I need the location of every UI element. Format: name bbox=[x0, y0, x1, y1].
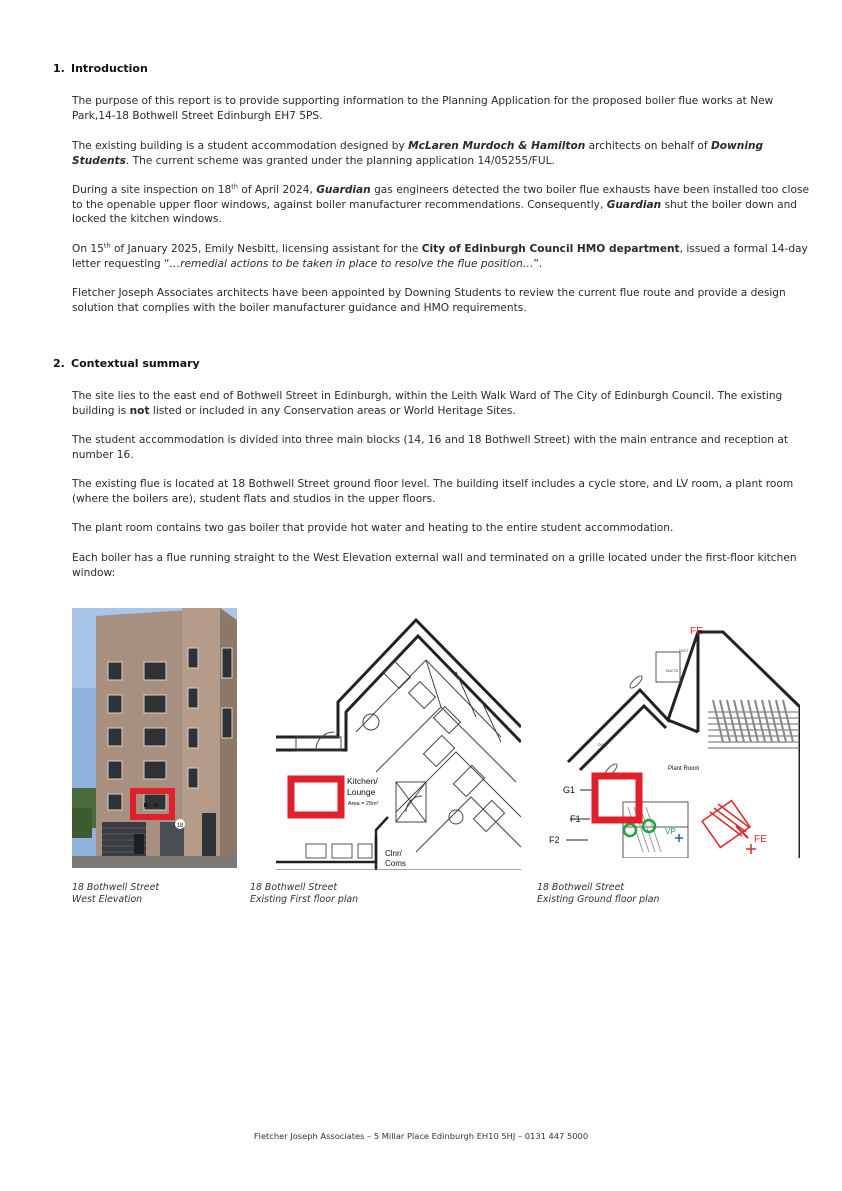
section-heading-contextual-summary bbox=[53, 357, 200, 370]
f2-label: F2 bbox=[549, 835, 560, 845]
context-paragraph-3: The existing flue is located at 18 Bothwell Street ground floor level. The building itself includes a cycle store, and LV room, a plant room (where the boilers are), student flats and studios in the upper floors. bbox=[72, 478, 794, 505]
clnr-label: Clnr/ bbox=[385, 849, 402, 858]
section-number: 1. bbox=[53, 62, 65, 75]
building-number-badge: 18 bbox=[176, 823, 184, 829]
first-floor-plan bbox=[276, 612, 521, 870]
figure-caption-west-elevation: 18 Bothwell Street West Elevation bbox=[72, 882, 160, 905]
section-title: Introduction bbox=[71, 62, 148, 75]
intro-paragraph-4: On 15th of January 2025, Emily Nesbitt, licensing assistant for the City of Edinburgh Council HMO department, issued a formal 14-day letter requesting “…remedial actions to be taken in place to resolve the flue position…”. bbox=[72, 241, 808, 270]
room-area-label: Area = 25m² bbox=[348, 801, 379, 807]
fe-label-bottom: FE bbox=[754, 834, 767, 845]
section-heading-introduction bbox=[53, 62, 148, 75]
room-label: Kitchen/ bbox=[347, 776, 378, 786]
west-elevation-photo bbox=[72, 608, 237, 868]
context-paragraph-2: The student accommodation is divided into three main blocks (14, 16 and 18 Bothwell Street) with the main entrance and reception at number 16. bbox=[72, 434, 788, 461]
intro-paragraph-1: The purpose of this report is to provide supporting information to the Planning Application for the proposed boiler flue works at New Park,14-18 Bothwell Street Edinburgh EH7 5PS. bbox=[72, 95, 774, 122]
f1-label: F1 bbox=[570, 814, 581, 824]
architect-name: McLaren Murdoch & Hamilton bbox=[408, 140, 586, 152]
letter-quote: …remedial actions to be taken in place to resolve the flue position… bbox=[169, 257, 534, 270]
fe-label-top: FE bbox=[690, 626, 703, 637]
plant-room-label: Plant Room bbox=[668, 766, 700, 772]
vp-label: VP bbox=[665, 827, 676, 836]
context-paragraph-4: The plant room contains two gas boiler that provide hot water and heating to the entire student accommodation. bbox=[72, 522, 674, 534]
intro-paragraph-3: During a site inspection on 18th of April 2024, Guardian gas engineers detected the two boiler flue exhausts have been installed too close to the openable upper floor windows, against boiler manufacturer recommendations. Consequently, Guardian shut the boiler down and locked the kitchen windows. bbox=[72, 182, 809, 226]
intro-paragraph-5: Fletcher Joseph Associates architects have been appointed by Downing Students to review the current flue route and provide a design solution that complies with the boiler manufacturer guidance and HMO requirements. bbox=[72, 287, 786, 314]
intro-paragraph-2: The existing building is a student accommodation designed by McLaren Murdoch & Hamilton architects on behalf of Downing Students. The current scheme was granted under the planning application 14/05255/FUL. bbox=[72, 140, 764, 167]
duct-label-1: DUCT bbox=[679, 649, 689, 653]
figure-caption-first-floor: 18 Bothwell Street Existing First floor plan bbox=[250, 882, 359, 905]
client-name: Downing Students bbox=[72, 140, 764, 167]
page-footer: Fletcher Joseph Associates – 5 Millar Place Edinburgh EH10 5HJ – 0131 447 5000 bbox=[253, 1131, 589, 1141]
context-paragraph-1: The site lies to the east end of Bothwell Street in Edinburgh, within the Leith Walk Ward of The City of Edinburgh Council. The existing building is not listed or included in any Conservation areas or World Heritage Sites. bbox=[72, 390, 783, 417]
room-label-line2: Lounge bbox=[347, 787, 376, 797]
context-paragraph-5: Each boiler has a flue running straight to the West Elevation external wall and terminated on a grille located under the first-floor kitchen window: bbox=[72, 552, 797, 579]
council-department: City of Edinburgh Council HMO department bbox=[421, 243, 680, 255]
duct-label-2: DUCTS bbox=[666, 669, 679, 673]
duct-label-3: DUCT bbox=[598, 743, 608, 747]
ground-floor-plan bbox=[548, 612, 800, 858]
g1-label: G1 bbox=[563, 785, 576, 795]
section-number: 2. bbox=[53, 357, 65, 370]
figure-caption-ground-floor: 18 Bothwell Street Existing Ground floor plan bbox=[537, 882, 660, 905]
clnr-label-line2: Coms bbox=[385, 859, 406, 868]
section-title: Contextual summary bbox=[71, 357, 200, 370]
